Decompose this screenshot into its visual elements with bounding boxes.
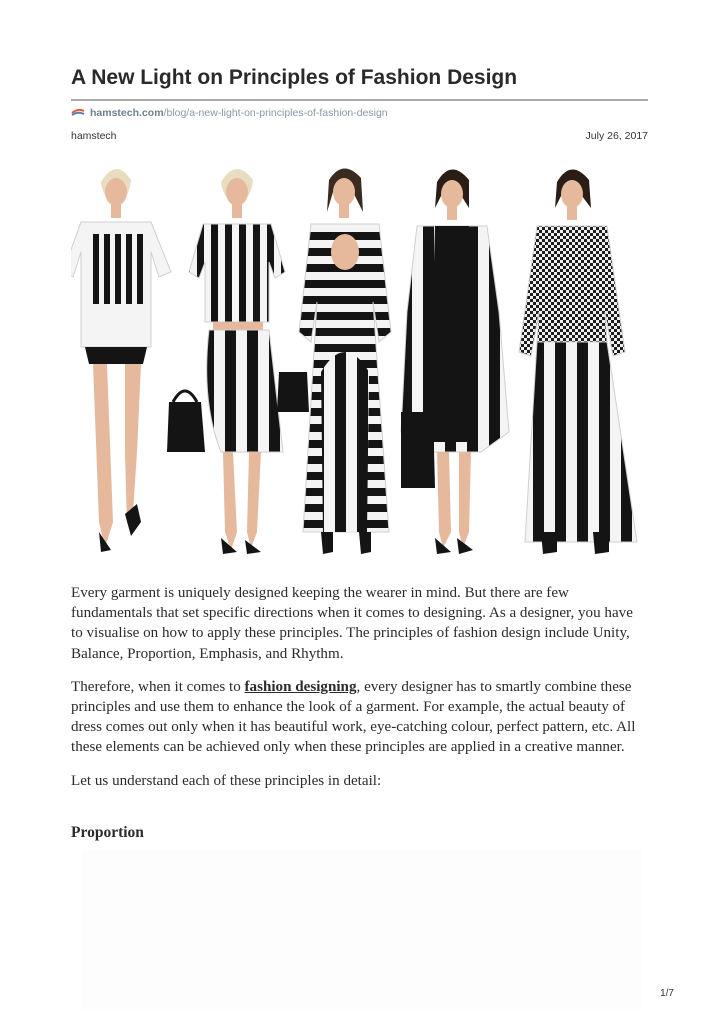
hero-image xyxy=(71,152,648,568)
title-divider xyxy=(71,99,648,101)
fashion-designing-link[interactable]: fashion designing xyxy=(244,678,357,695)
paragraph-text: , every designer has to smartly combine these principles and use them to enhance the look of a garment. For example, the actual beauty of dress comes out only when it has beautiful work, eye-catching colour, perfect pattern, etc. All these elements can be achieved only when these principles are applied in a creative manner. xyxy=(71,678,636,756)
section-heading-proportion: Proportion xyxy=(71,824,144,841)
article-paragraph: Every garment is uniquely designed keeping the wearer in mind. But there are few fundamentals that set specific directions when it comes to designing. As a designer, you have to visualise on how to apply these principles. The principles of fashion design include Unity, Balance, Proportion, Emphasis, and Rhythm. xyxy=(71,585,633,662)
model-5 xyxy=(519,169,637,554)
source-path: /blog/a-new-light-on-principles-of-fashion-design xyxy=(163,107,388,119)
page-title: A New Light on Principles of Fashion Design xyxy=(71,66,518,89)
publish-date: July 26, 2017 xyxy=(585,130,648,142)
article-body xyxy=(71,583,646,804)
paragraph-text: Therefore, when it comes to xyxy=(71,678,245,695)
page-number: 1/7 xyxy=(660,988,674,999)
model-2 xyxy=(189,169,285,554)
embedded-content-area xyxy=(82,850,642,1010)
author: hamstech xyxy=(71,130,117,142)
article-paragraph: Let us understand each of these principles in detail: xyxy=(71,772,382,789)
article-paragraph xyxy=(71,677,646,758)
source-domain-link[interactable]: hamstech.com xyxy=(90,107,164,119)
model-1 xyxy=(71,169,205,552)
model-4 xyxy=(401,169,509,554)
source-url[interactable] xyxy=(71,107,388,119)
model-3 xyxy=(277,168,391,554)
hamstech-logo-icon xyxy=(71,108,85,118)
